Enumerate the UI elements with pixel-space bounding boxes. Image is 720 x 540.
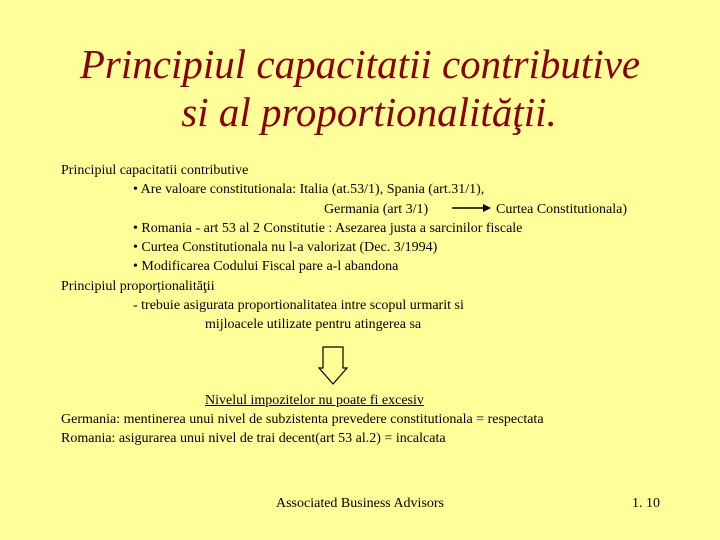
slide-title [0,40,720,136]
conclusion-text: Nivelul impozitelor nu poate fi excesiv [205,393,424,408]
heading-proportionalitate: Principiul proporționalităţii [61,279,215,294]
bullet-curtea-text: Curtea Constitutionala) [496,202,628,217]
down-arrow-icon [318,346,348,386]
bullet-codul-fiscal: • Modificarea Codului Fiscal pare a-l abandona [133,259,399,274]
slide-title-line-2: si al proportionalităţii. [181,89,557,135]
germany-line: Germania: mentinerea unui nivel de subzistenta prevedere constitutionala = respectata [61,412,544,427]
sub-line-1: - trebuie asigurata proportionalitatea intre scopul urmarit si [133,298,464,313]
romania-line: Romania: asigurarea unui nivel de trai decent(art 53 al.2) = incalcata [61,431,446,446]
bullet-romania-constitution: • Romania - art 53 al 2 Constitutie : Asezarea justa a sarcinilor fiscale [133,221,523,236]
sub-line-2: mijloacele utilizate pentru atingerea sa [205,317,422,332]
footer-company: Associated Business Advisors [276,496,444,511]
slide-title-line-1: Principiul capacitatii contributive [79,41,641,87]
bullet-curtea-constitutionala: • Curtea Constitutionala nu l-a valorizat (Dec. 3/1994) [133,240,438,255]
footer-page-number: 1. 10 [632,496,660,511]
bullet-germany-text: Germania (art 3/1) [324,202,429,217]
right-arrow-icon [452,202,492,214]
bullet-constitutional-value: • Are valoare constitutionala: Italia (at.53/1), Spania (art.31/1), [133,182,485,197]
heading-capacitate: Principiul capacitatii contributive [61,163,249,178]
